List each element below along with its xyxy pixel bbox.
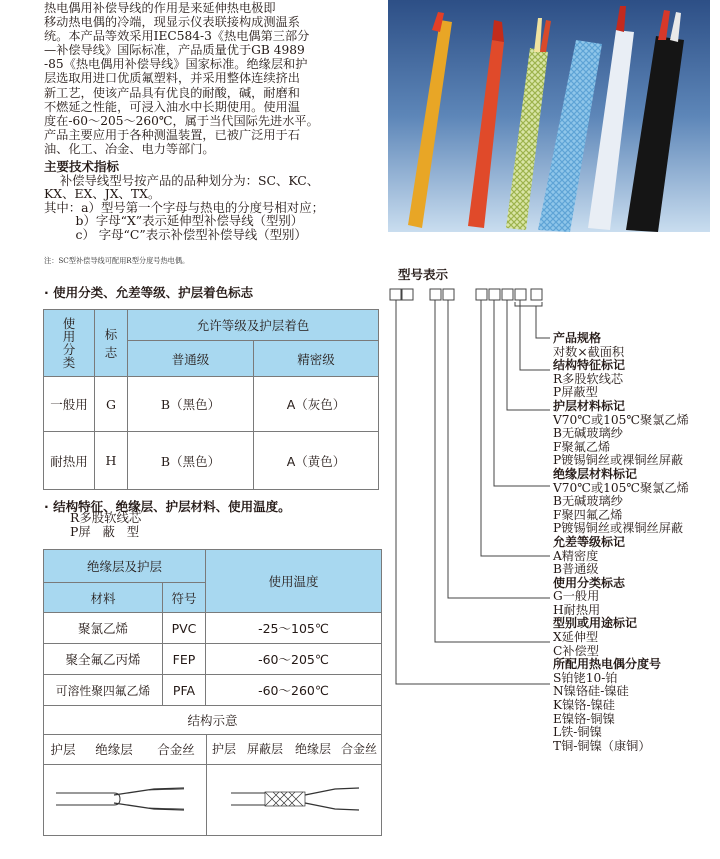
header-use: 使用分类	[44, 310, 95, 377]
code-field-option: G一般用	[553, 589, 600, 604]
code-field-option: V70℃或105℃聚氯乙烯	[553, 412, 689, 427]
intro-paragraph	[44, 1, 379, 156]
code-field-option: B无碱玻璃纱	[553, 426, 623, 441]
code-field-heading: 所配用热电偶分度号	[553, 657, 662, 672]
struct-left-labels: 护层 绝缘层 合金丝	[44, 735, 207, 764]
spec-title: 主要技术指标	[44, 159, 120, 174]
intro-line: 层选取用进口优质氟塑料，并采用整体连续挤出	[44, 71, 300, 86]
header-normal: 普通级	[128, 341, 254, 377]
code-field-heading: 护层材料标记	[553, 398, 626, 413]
code-field-option: X延伸型	[553, 630, 599, 645]
struct-left-diagram	[44, 765, 207, 835]
struct-right-diagram	[207, 765, 381, 835]
code-field-heading: 型别或用途标记	[553, 616, 638, 631]
spec-note: 注：SC型补偿导线可配用R型分度号热电偶。	[44, 256, 190, 265]
code-field-option: K镍铬-镍硅	[553, 698, 615, 713]
intro-line: 统。本产品等效采用IEC584-3《热电偶第三部分	[44, 29, 310, 44]
code-field-option: R多股软线芯	[553, 371, 624, 386]
header-temp: 使用温度	[206, 550, 382, 613]
code-field-heading: 绝缘层材料标记	[553, 466, 638, 481]
code-field-option: L铁-铜镍	[553, 725, 602, 740]
code-field-option: F聚氟乙烯	[553, 439, 611, 454]
code-field-option: P镀锡铜丝或裸铜丝屏蔽	[553, 521, 684, 536]
code-field-heading: 结构特征标记	[553, 358, 626, 373]
intro-line: 产品主要应用于各种测温装置，已被广泛用于石	[44, 127, 300, 142]
code-field-option: V70℃或105℃聚氯乙烯	[553, 480, 689, 495]
header-symbol: 符号	[163, 583, 206, 613]
grade-table	[43, 309, 379, 490]
intro-line: -85《热电偶用补偿导线》国家标准。绝缘层和护	[44, 57, 308, 72]
header-grade: 允许等级及护层着色	[128, 310, 379, 341]
code-field-option: N镍铬硅-镍硅	[553, 684, 629, 699]
table-row: 可溶性聚四氟乙烯 PFA -60～260℃	[44, 675, 382, 706]
code-field-option: E镍铬-铜镍	[553, 711, 615, 726]
spec-line: 其中：a）型号第一个字母与热电的分度号相对应；	[44, 199, 324, 215]
intro-line: —补偿导线》国际标准，产品质量优于GB 4989	[44, 43, 305, 58]
code-field-heading: 允差等级标记	[553, 534, 626, 549]
spec-line: KX、EX、JX、TX。	[44, 186, 161, 202]
material-table	[43, 549, 382, 836]
intro-line: 油、化工、冶金、电力等部门。	[44, 141, 215, 156]
header-struct: 结构示意	[44, 706, 382, 735]
code-field-option: H耐热用	[553, 602, 601, 617]
code-field-option: 对数×截面积	[553, 344, 625, 359]
code-field-option: F聚四氟乙烯	[553, 507, 623, 522]
intro-line: 不燃延之性能，可浸入油水中长期使用。使用温	[44, 99, 300, 114]
header-material: 材料	[44, 583, 163, 613]
intro-line: 移动热电偶的冷端，现显示仪表联接构成测温系	[44, 15, 300, 30]
table-row: 聚氯乙烯 PVC -25～105℃	[44, 613, 382, 644]
header-layer: 绝缘层及护层	[44, 550, 206, 583]
table2-subtitle: R多股软线芯 P屏 蔽 型	[70, 510, 142, 539]
table2-title: · 结构特征、绝缘层、护层材料、使用温度。	[44, 499, 291, 514]
code-field-option: T铜-铜镍（康铜）	[553, 738, 651, 753]
struct-right-labels: 护层 屏蔽层 绝缘层 合金丝	[211, 742, 377, 756]
intro-line: 度在-60～205～260℃，属于当代国际先进水平。	[44, 113, 319, 128]
header-precise: 精密级	[254, 341, 379, 377]
code-field-option: B普通级	[553, 562, 599, 577]
cable-photo	[388, 0, 710, 232]
code-title: 型号表示	[398, 267, 449, 282]
spec-line: 补偿导线型号按产品的品种划分为：SC、KC、	[44, 172, 320, 188]
spec-line: b）字母“X”表示延伸型补偿导线（型别）	[44, 213, 304, 229]
table-row: 耐热用 H B（黑色） A（黄色）	[44, 432, 379, 490]
code-field-option: C补偿型	[553, 643, 599, 658]
table-row: 聚全氟乙丙烯 FEP -60～205℃	[44, 644, 382, 675]
code-field-option: B无碱玻璃纱	[553, 494, 623, 509]
code-field-heading: 使用分类标志	[553, 575, 626, 590]
code-field-option: P屏蔽型	[553, 385, 598, 400]
spec-line: c） 字母“C”表示补偿型补偿导线（型别）	[44, 226, 307, 242]
intro-line: 新工艺，使该产品具有优良的耐酸，碱，耐磨和	[44, 85, 300, 100]
table1-title: · 使用分类、允差等级、护层着色标志	[44, 285, 254, 300]
spec-section	[44, 160, 394, 242]
code-legend	[553, 332, 689, 753]
code-field-heading: 产品规格	[553, 331, 602, 345]
header-mark: 标志	[95, 310, 128, 377]
code-field-option: P镀锡铜丝或裸铜丝屏蔽	[553, 453, 684, 468]
table-row: 一般用 G B（黑色） A（灰色）	[44, 377, 379, 432]
code-field-option: A精密度	[553, 548, 599, 563]
code-diagram-lines	[388, 280, 568, 690]
code-field-option: S铂铑10-铂	[553, 670, 618, 685]
intro-line: 热电偶用补偿导线的作用是来延伸热电极即	[44, 1, 276, 15]
